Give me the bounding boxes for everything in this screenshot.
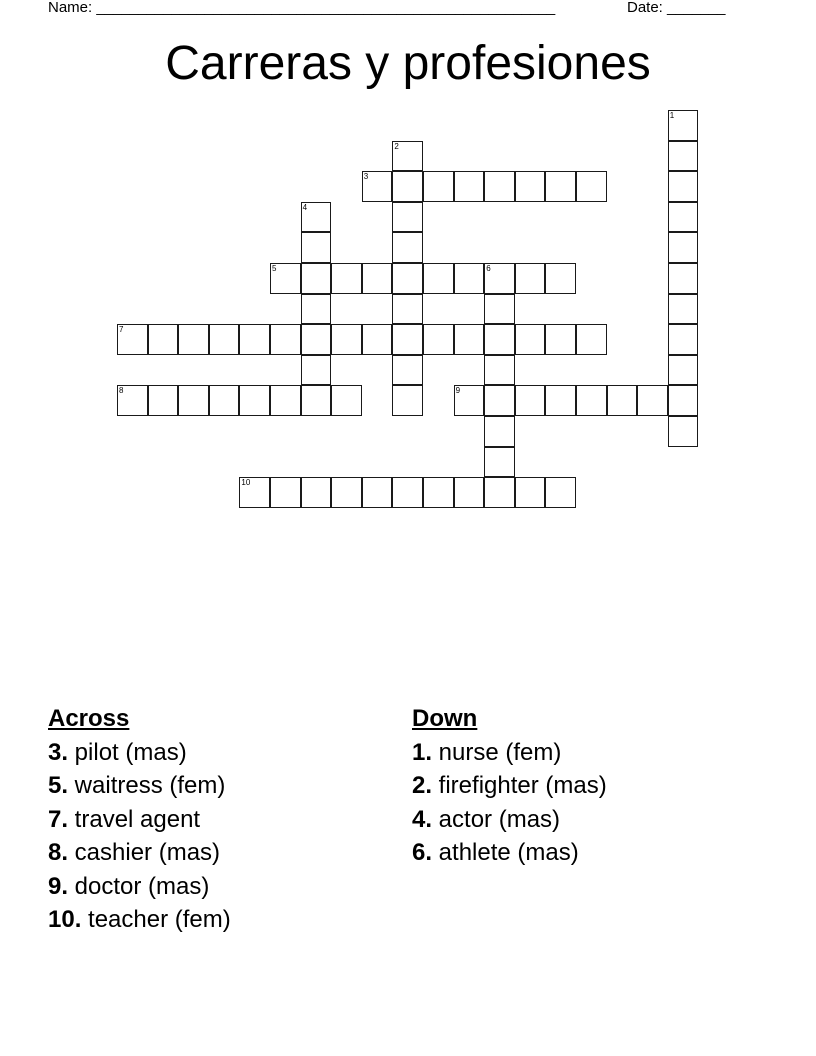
cell-number: 9 bbox=[455, 386, 461, 396]
grid-cell[interactable] bbox=[668, 110, 699, 141]
cell-number: 8 bbox=[119, 386, 124, 396]
grid-cell[interactable] bbox=[668, 141, 699, 172]
grid-cell[interactable] bbox=[484, 294, 515, 325]
cell-number: 1 bbox=[669, 111, 675, 120]
grid-cell[interactable] bbox=[270, 324, 301, 355]
grid-cell[interactable] bbox=[454, 385, 485, 416]
grid-cell[interactable] bbox=[484, 355, 515, 386]
grid-cell[interactable] bbox=[392, 263, 423, 294]
grid-cell[interactable] bbox=[392, 355, 423, 386]
grid-cell[interactable] bbox=[392, 294, 423, 325]
grid-cell[interactable] bbox=[454, 171, 485, 202]
grid-cell[interactable] bbox=[362, 477, 393, 508]
clue-text: actor (mas) bbox=[432, 805, 561, 833]
grid-cell[interactable] bbox=[515, 263, 546, 294]
grid-cell[interactable] bbox=[576, 385, 607, 416]
clue-item bbox=[48, 903, 231, 937]
grid-cell[interactable] bbox=[576, 171, 607, 202]
date-field[interactable]: Date: _______ bbox=[627, 0, 726, 16]
grid-cell[interactable] bbox=[331, 477, 362, 508]
clue-number: 7. bbox=[48, 805, 69, 833]
grid-cell[interactable] bbox=[576, 324, 607, 355]
clue-number: 2. bbox=[412, 772, 433, 799]
grid-cell[interactable] bbox=[331, 263, 362, 294]
grid-cell[interactable] bbox=[484, 263, 515, 294]
down-heading: Down bbox=[412, 705, 478, 732]
clue-text: athlete (mas) bbox=[432, 839, 579, 866]
clue-number: 9. bbox=[48, 872, 69, 900]
grid-cell[interactable] bbox=[423, 263, 454, 294]
cell-number: 3 bbox=[363, 172, 369, 182]
clue-item bbox=[48, 836, 231, 870]
clue-item bbox=[48, 870, 231, 904]
grid-cell[interactable] bbox=[484, 477, 515, 508]
clue-text: nurse (fem) bbox=[432, 738, 562, 766]
grid-cell[interactable] bbox=[178, 385, 209, 416]
grid-cell[interactable] bbox=[178, 324, 209, 355]
grid-cell[interactable] bbox=[239, 477, 270, 508]
grid-cell[interactable] bbox=[362, 171, 393, 202]
grid-cell[interactable] bbox=[392, 171, 423, 202]
clue-text: firefighter (mas) bbox=[432, 772, 607, 799]
clue-item bbox=[48, 736, 231, 770]
grid-cell[interactable] bbox=[637, 385, 668, 416]
grid-cell[interactable] bbox=[484, 416, 515, 447]
grid-cell[interactable] bbox=[454, 477, 485, 508]
grid-cell[interactable] bbox=[301, 202, 332, 233]
grid-cell[interactable] bbox=[362, 324, 393, 355]
grid-cell[interactable] bbox=[301, 355, 332, 386]
grid-cell[interactable] bbox=[454, 263, 485, 294]
grid-cell[interactable] bbox=[392, 324, 423, 355]
clue-item bbox=[412, 769, 607, 803]
puzzle-title: Carreras y profesiones bbox=[165, 37, 651, 90]
clue-item bbox=[412, 803, 607, 837]
grid-cell[interactable] bbox=[668, 202, 699, 233]
grid-cell[interactable] bbox=[270, 385, 301, 416]
grid-cell[interactable] bbox=[331, 324, 362, 355]
grid-cell[interactable] bbox=[484, 447, 515, 478]
grid-cell[interactable] bbox=[668, 416, 699, 447]
clue-text: cashier (mas) bbox=[68, 839, 221, 866]
grid-cell[interactable] bbox=[545, 171, 576, 202]
cell-number: 4 bbox=[302, 202, 308, 212]
clue-number: 3. bbox=[48, 738, 69, 766]
clue-text: travel agent bbox=[68, 805, 201, 833]
clue-text: doctor (mas) bbox=[68, 872, 210, 900]
grid-cell[interactable] bbox=[392, 202, 423, 233]
down-clues bbox=[412, 702, 607, 870]
grid-cell[interactable] bbox=[484, 324, 515, 355]
grid-cell[interactable] bbox=[484, 385, 515, 416]
grid-cell[interactable] bbox=[545, 385, 576, 416]
grid-cell[interactable] bbox=[423, 477, 454, 508]
clue-item bbox=[412, 836, 607, 870]
grid-cell[interactable] bbox=[117, 385, 148, 416]
grid-cell[interactable] bbox=[515, 477, 546, 508]
grid-cell[interactable] bbox=[392, 385, 423, 416]
grid-cell[interactable] bbox=[239, 385, 270, 416]
worksheet-header bbox=[0, 0, 816, 20]
grid-cell[interactable] bbox=[301, 263, 332, 294]
across-heading: Across bbox=[48, 705, 130, 732]
clue-item bbox=[48, 803, 231, 837]
grid-cell[interactable] bbox=[607, 385, 638, 416]
grid-cell[interactable] bbox=[423, 171, 454, 202]
cell-number: 10 bbox=[241, 478, 251, 488]
cell-number: 7 bbox=[119, 325, 124, 335]
grid-cell[interactable] bbox=[392, 477, 423, 508]
grid-cell[interactable] bbox=[668, 385, 699, 416]
grid-cell[interactable] bbox=[117, 324, 148, 355]
grid-cell[interactable] bbox=[515, 171, 546, 202]
cell-number: 2 bbox=[394, 141, 399, 151]
grid-cell[interactable] bbox=[423, 324, 454, 355]
grid-cell[interactable] bbox=[668, 324, 699, 355]
grid-cell[interactable] bbox=[301, 385, 332, 416]
grid-cell[interactable] bbox=[484, 171, 515, 202]
clue-item bbox=[412, 736, 607, 770]
grid-cell[interactable] bbox=[239, 324, 270, 355]
grid-cell[interactable] bbox=[515, 324, 546, 355]
grid-cell[interactable] bbox=[668, 232, 699, 263]
name-field[interactable]: Name: _______________________________________________________ bbox=[48, 0, 556, 16]
clue-text: pilot (mas) bbox=[68, 738, 187, 766]
grid-cell[interactable] bbox=[301, 294, 332, 325]
cell-number: 6 bbox=[486, 264, 491, 273]
grid-cell[interactable] bbox=[545, 263, 576, 294]
clue-number: 5. bbox=[48, 772, 69, 799]
grid-cell[interactable] bbox=[392, 141, 423, 172]
grid-cell[interactable] bbox=[668, 294, 699, 325]
clue-text: waitress (fem) bbox=[68, 772, 226, 799]
grid-cell[interactable] bbox=[392, 232, 423, 263]
grid-cell[interactable] bbox=[301, 477, 332, 508]
grid-cell[interactable] bbox=[148, 324, 179, 355]
clue-text: teacher (fem) bbox=[81, 906, 231, 933]
clue-number: 1. bbox=[412, 738, 433, 766]
grid-cell[interactable] bbox=[270, 263, 301, 294]
grid-cell[interactable] bbox=[270, 477, 301, 508]
grid-cell[interactable] bbox=[454, 324, 485, 355]
clue-number: 4. bbox=[412, 805, 433, 833]
grid-cell[interactable] bbox=[301, 324, 332, 355]
clue-number: 10. bbox=[48, 906, 82, 933]
grid-cell[interactable] bbox=[148, 385, 179, 416]
clue-number: 6. bbox=[412, 839, 433, 866]
grid-cell[interactable] bbox=[209, 385, 240, 416]
grid-cell[interactable] bbox=[301, 232, 332, 263]
grid-cell[interactable] bbox=[668, 355, 699, 386]
clue-number: 8. bbox=[48, 839, 69, 866]
grid-cell[interactable] bbox=[209, 324, 240, 355]
grid-cell[interactable] bbox=[331, 385, 362, 416]
grid-cell[interactable] bbox=[362, 263, 393, 294]
cell-number: 5 bbox=[272, 264, 277, 273]
grid-cell[interactable] bbox=[515, 385, 546, 416]
across-clues bbox=[48, 702, 231, 937]
grid-cell[interactable] bbox=[668, 171, 699, 202]
clue-item bbox=[48, 769, 231, 803]
grid-cell[interactable] bbox=[668, 263, 699, 294]
grid-cell[interactable] bbox=[545, 477, 576, 508]
grid-cell[interactable] bbox=[545, 324, 576, 355]
